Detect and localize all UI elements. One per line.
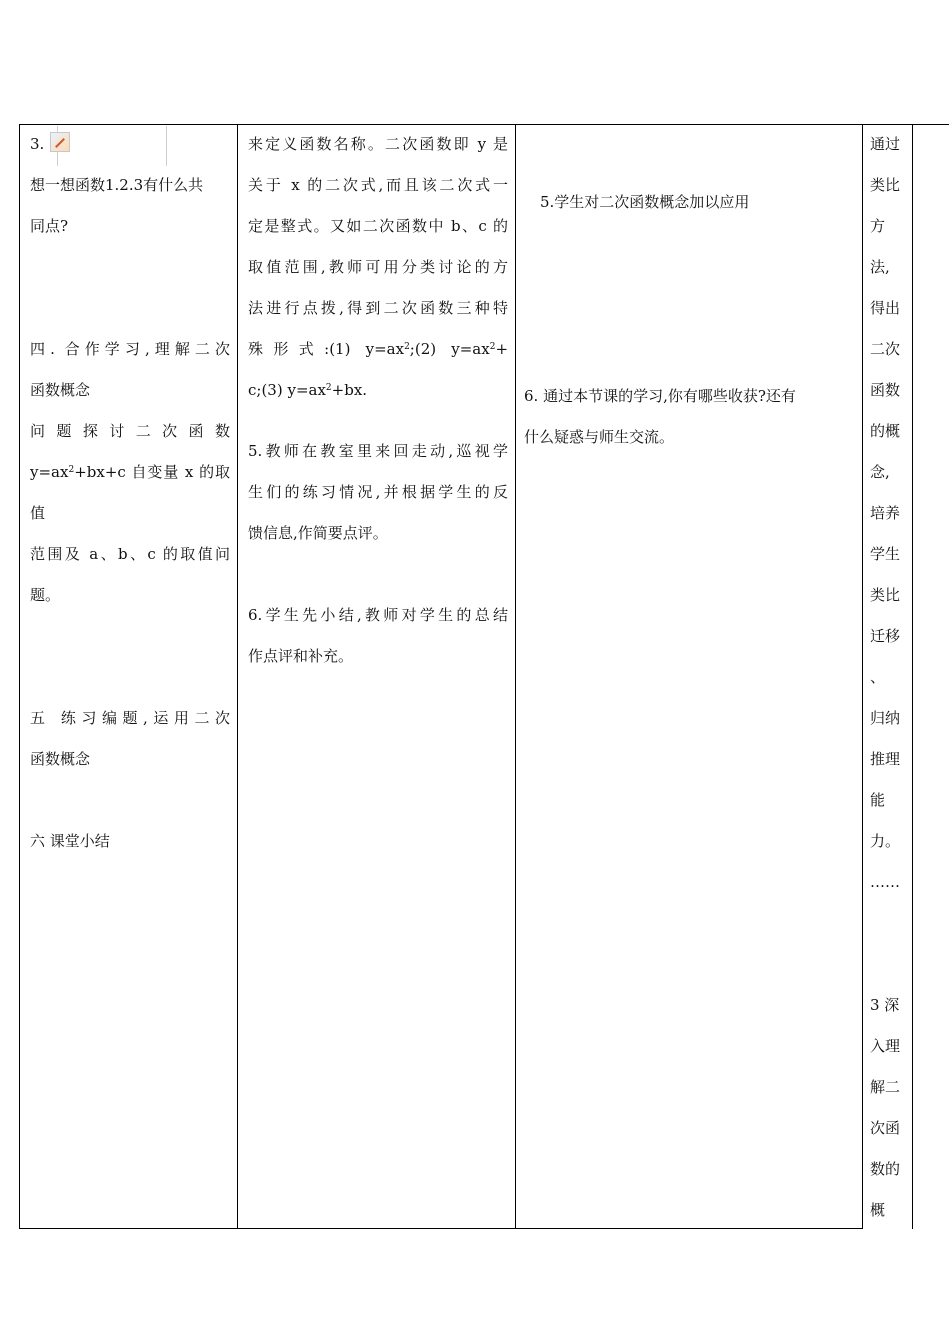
design-intent-line: 次函 bbox=[870, 1119, 901, 1137]
table-col-border-4 bbox=[862, 124, 863, 1229]
teacher-text-line7: c;(3) $y=ax^2+bx$. bbox=[248, 381, 368, 399]
teacher-activity-column bbox=[248, 124, 508, 677]
table-col-border-2 bbox=[237, 124, 238, 1229]
student-item6-line1: 6. 通过本节课的学习,你有哪些收获?还有 bbox=[524, 387, 796, 405]
section5-title-line1: 五 练习编题,运用二次 bbox=[30, 709, 230, 727]
design-intent-line: 概 bbox=[870, 1201, 886, 1219]
design-intent-line: 解二 bbox=[870, 1078, 901, 1096]
teacher-text-line1: 来定义函数名称。二次函数即 y 是 bbox=[248, 135, 508, 153]
teacher-text-line6: 殊形式:(1) $y=ax^2;(2)$ $y=ax^2+$ bbox=[248, 340, 509, 358]
item3-question-line1: 想一想函数1.2.3有什么共 bbox=[30, 176, 204, 194]
design-intent-line: 培养 bbox=[870, 504, 901, 522]
section4-title-line2: 函数概念 bbox=[30, 381, 91, 399]
design-intent-line: 得出 bbox=[870, 299, 901, 317]
design-intent-line: 类比 bbox=[870, 176, 901, 194]
teacher-item6-line2: 作点评和补充。 bbox=[248, 647, 354, 665]
design-intent-line: 类比 bbox=[870, 586, 901, 604]
design-intent-line: 通过 bbox=[870, 135, 901, 153]
teacher-text-line2: 关于 x 的二次式,而且该二次式一 bbox=[248, 176, 508, 194]
section4-problem-line3: 范围及 a、b、c 的取值问 bbox=[30, 545, 230, 563]
design-intent-line: 入理 bbox=[870, 1037, 901, 1055]
section4-title-line1: 四. 合作学习,理解二次 bbox=[30, 340, 230, 358]
design-intent-line: 3 深 bbox=[870, 996, 900, 1014]
section4-problem-line4: 题。 bbox=[30, 586, 61, 604]
teaching-process-column bbox=[30, 124, 230, 862]
design-intent-line bbox=[870, 903, 910, 944]
table-col-border-3 bbox=[515, 124, 516, 1229]
design-intent-column bbox=[870, 124, 910, 1231]
broken-image-icon bbox=[50, 132, 70, 152]
student-item6-line2: 什么疑惑与师生交流。 bbox=[524, 428, 675, 446]
design-intent-line: 念, bbox=[870, 463, 890, 481]
design-intent-line: 能 bbox=[870, 791, 886, 809]
design-intent-line: 归纳 bbox=[870, 709, 901, 727]
section4-problem-line2: $y=ax^2+bx+c$ 自变量 x 的取值 bbox=[30, 463, 230, 522]
design-intent-line: 数的 bbox=[870, 1160, 901, 1178]
table-col-border-1 bbox=[19, 124, 20, 1229]
student-item5: 5.学生对二次函数概念加以应用 bbox=[540, 193, 750, 211]
design-intent-line: 函数 bbox=[870, 381, 901, 399]
teacher-text-line3: 定是整式。又如二次函数中 b、c 的 bbox=[248, 217, 508, 235]
section5-title-line2: 函数概念 bbox=[30, 750, 91, 768]
teacher-text-line5: 法进行点拨,得到二次函数三种特 bbox=[248, 299, 508, 317]
design-intent-line: 法, bbox=[870, 258, 890, 276]
item3-question-line2: 同点? bbox=[30, 217, 69, 235]
design-intent-line bbox=[870, 944, 910, 985]
design-intent-line: 方 bbox=[870, 217, 886, 235]
teacher-item5-line3: 馈信息,作简要点评。 bbox=[248, 524, 388, 542]
design-intent-line: 二次 bbox=[870, 340, 901, 358]
design-intent-line: 力。 bbox=[870, 832, 901, 850]
teacher-item6-line1: 6.学生先小结,教师对学生的总结 bbox=[248, 606, 508, 624]
table-bottom-border bbox=[19, 1228, 862, 1229]
section4-problem-line1: 问 题 探 讨 二 次 函 数 bbox=[30, 422, 230, 440]
design-intent-line: 推理 bbox=[870, 750, 901, 768]
design-intent-line: …… bbox=[870, 873, 900, 891]
teacher-item5-line1: 5.教师在教室里来回走动,巡视学 bbox=[248, 442, 508, 460]
item3-number: 3. bbox=[30, 135, 45, 153]
table-col-border-5 bbox=[912, 124, 913, 1229]
design-intent-line: 学生 bbox=[870, 545, 901, 563]
design-intent-line: 迁移 bbox=[870, 627, 901, 645]
teacher-text-line4: 取值范围,教师可用分类讨论的方 bbox=[248, 258, 508, 276]
design-intent-line: 、 bbox=[870, 668, 886, 686]
section6-title: 六 课堂小结 bbox=[30, 832, 110, 850]
design-intent-line: 的概 bbox=[870, 422, 901, 440]
teacher-item5-line2: 生们的练习情况,并根据学生的反 bbox=[248, 483, 508, 501]
